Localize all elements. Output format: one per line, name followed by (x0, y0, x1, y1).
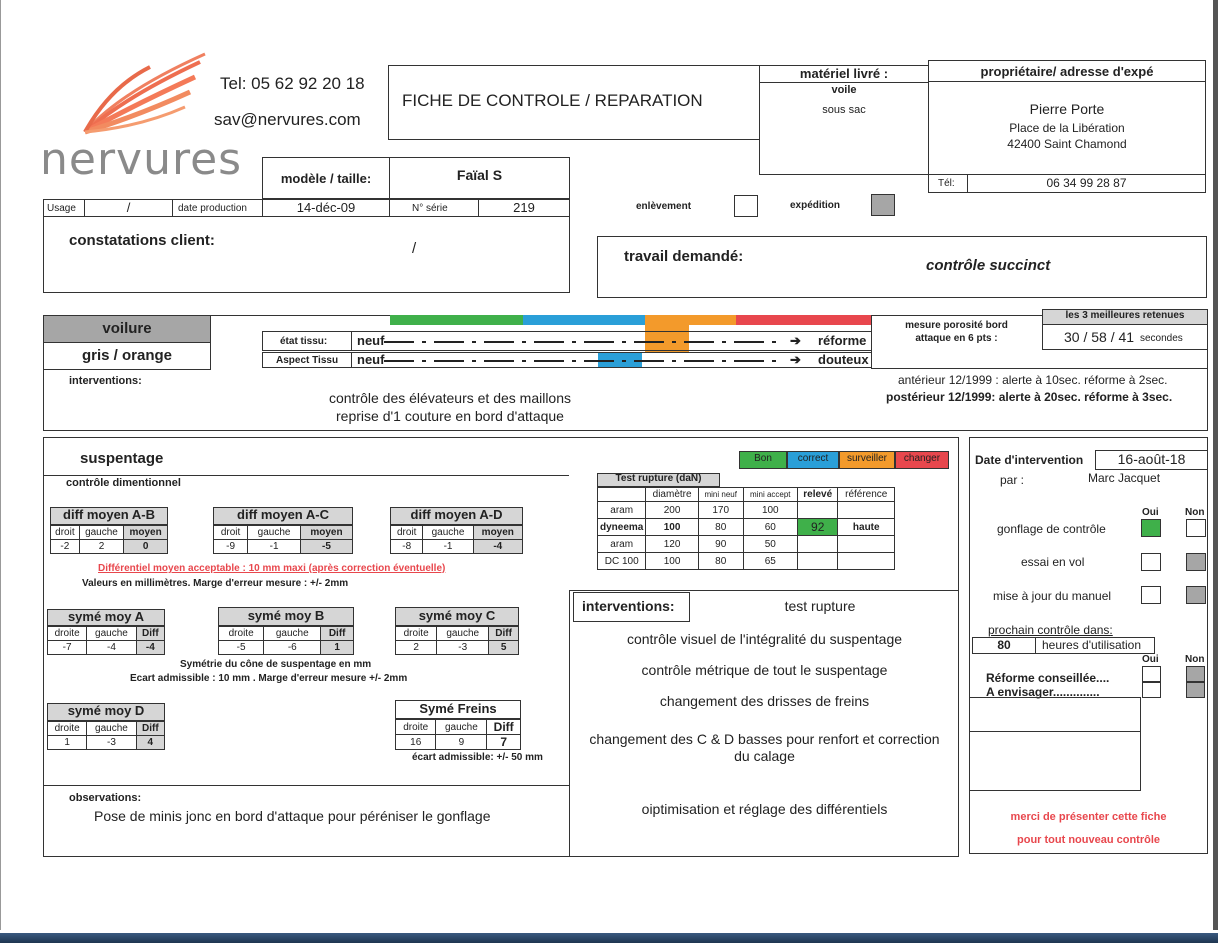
side-item-3-label: mise à jour du manuel (993, 589, 1112, 603)
prochain-label: prochain contrôle dans: (988, 623, 1113, 637)
syme-freins-h2: gauche (436, 720, 487, 735)
side-item-1-label: gonflage de contrôle (997, 522, 1106, 536)
client-value: / (412, 240, 417, 257)
freins-note: écart admissible: +/- 50 mm (412, 752, 543, 763)
date-prod-value: 14-déc-09 (296, 200, 356, 215)
rupture-r4-c5 (838, 553, 895, 570)
envisager-non-checkbox[interactable] (1186, 682, 1205, 698)
rupture-title: Test rupture (daN) (615, 473, 702, 484)
diff-ad-h1: droit (391, 526, 423, 540)
porosite-value: 30 / 58 / 41 (1064, 329, 1135, 345)
usage-label: Usage (47, 203, 76, 214)
merci-line-1: merci de présenter cette fiche (1010, 811, 1167, 823)
date-intervention-label: Date d'intervention (975, 453, 1084, 467)
suspentage-intervention-5: changement des C & D basses pour renfort et correction (589, 731, 940, 747)
syme-a-h2: gauche (87, 627, 136, 641)
owner-tel-label: Tél: (938, 178, 955, 189)
syme-c-v1: 2 (396, 641, 437, 655)
diff-ac-v3: -5 (300, 540, 352, 554)
voilure-interventions-2: reprise d'1 couture en bord d'attaque (336, 408, 564, 424)
rupture-r4-c1: 100 (646, 553, 698, 570)
rupture-r1-c1: 200 (646, 502, 698, 519)
page-right-edge (1213, 0, 1218, 930)
syme-b-h3: Diff (321, 627, 354, 641)
taskbar-strip (0, 933, 1218, 943)
syme-freins-table (395, 719, 521, 750)
client-box (43, 216, 570, 293)
syme-d-h2: gauche (87, 722, 136, 736)
essai-oui-checkbox[interactable] (1141, 553, 1161, 571)
rupture-r3-c5 (838, 536, 895, 553)
travail-box (597, 236, 1207, 298)
materiel-label: matériel livré : (799, 66, 889, 81)
materiel-divider (759, 82, 929, 83)
diff-ac-v2: -1 (248, 540, 301, 554)
observations-line (43, 785, 569, 786)
valeurs-note: Valeurs en millimètres. Marge d'erreur mesure : +/- 2mm (82, 578, 349, 589)
aspect-neuf: neuf (357, 352, 385, 367)
diff-ad-h3: moyen (473, 526, 522, 540)
diff-ab-h3: moyen (124, 526, 168, 540)
rupture-table (597, 487, 895, 570)
expedition-checkbox[interactable] (871, 194, 895, 216)
etat-dash-line (384, 341, 784, 343)
rupture-r1-c2: 170 (698, 502, 743, 519)
brand-name: nervures (40, 134, 243, 185)
suspentage-header-line (43, 475, 569, 476)
syme-d-h3: Diff (136, 722, 164, 736)
color-band-orange (645, 315, 736, 325)
legend-correct-label: correct (797, 453, 829, 464)
enlevement-checkbox[interactable] (734, 195, 758, 217)
meilleures-label: les 3 meilleures retenues (1065, 310, 1185, 321)
envisager-label: A envisager.............. (986, 685, 1100, 699)
serie-value: 219 (513, 200, 535, 215)
suspentage-intervention-3: contrôle métrique de tout le suspentage (641, 662, 888, 678)
syme-d-v3: 4 (136, 736, 164, 750)
voilure-label: voilure (102, 320, 152, 337)
prochain-value: 80 (997, 638, 1011, 652)
syme-b-h1: droite (219, 627, 264, 641)
porosite-label-1: mesure porosité bord (905, 320, 1008, 331)
suspentage-intervention-4: changement des drisses de freins (659, 693, 870, 709)
oui-header: Oui (1142, 507, 1159, 518)
rupture-r3-c4 (797, 536, 838, 553)
rupture-r3-c2: 90 (698, 536, 743, 553)
syme-freins-v2: 9 (436, 735, 487, 750)
reforme-notes-box-1 (969, 697, 1141, 732)
heures-label: heures d'utilisation (1042, 638, 1142, 652)
legend-surveiller-label: surveiller (846, 453, 887, 464)
diff-ab-v2: 2 (79, 540, 123, 554)
owner-divider (928, 81, 1206, 82)
color-band-green (390, 315, 523, 325)
materiel-line1: voile (831, 84, 857, 96)
rupture-r2-c2: 80 (698, 519, 743, 536)
syme-b-title: symé moy B (247, 608, 325, 623)
syme-freins-title: Symé Freins (419, 701, 497, 716)
color-band-red (736, 315, 872, 325)
modele-label: modèle / taille: (280, 171, 372, 186)
par-label: par : (1000, 473, 1025, 487)
syme-d-table (47, 721, 165, 750)
syme-d-h1: droite (48, 722, 87, 736)
legend-bon-label: Bon (754, 453, 772, 464)
oui-header-2: Oui (1142, 654, 1159, 665)
diff-ad-title: diff moyen A-D (410, 507, 503, 522)
syme-b-h2: gauche (264, 627, 321, 641)
syme-a-table (47, 626, 165, 655)
syme-d-v2: -3 (87, 736, 136, 750)
etat-reforme: réforme (818, 333, 867, 348)
rupture-r2-name: dyneema (598, 519, 646, 536)
diff-ab-title: diff moyen A-B (63, 507, 155, 522)
syme-c-h2: gauche (437, 627, 489, 641)
date-intervention-value: 16-août-18 (1117, 451, 1186, 467)
syme-freins-h1: droite (396, 720, 436, 735)
syme-note-1: Symétrie du cône de suspentage en mm (180, 659, 372, 670)
syme-d-v1: 1 (48, 736, 87, 750)
rupture-r2-c4: 92 (797, 519, 838, 536)
rupture-h-releve: relevé (797, 488, 838, 502)
suspentage-label: suspentage (80, 450, 164, 467)
manuel-oui-checkbox[interactable] (1141, 586, 1161, 604)
diff-ac-h1: droit (214, 526, 248, 540)
travail-value: contrôle succinct (926, 257, 1051, 274)
diff-ac-h3: moyen (300, 526, 352, 540)
reforme-label: Réforme conseillée.... (986, 671, 1110, 685)
gonflage-oui-checkbox[interactable] (1141, 519, 1161, 537)
rupture-corner (598, 488, 646, 502)
syme-a-title: symé moy A (67, 609, 145, 624)
owner-tel: 06 34 99 28 87 (1046, 176, 1127, 190)
rupture-h-diametre: diamètre (646, 488, 698, 502)
observations-value: Pose de minis jonc en bord d'attaque pour péréniser le gonflage (94, 808, 491, 824)
voilure-bottom-line (43, 430, 1208, 431)
envisager-oui-checkbox[interactable] (1142, 682, 1161, 698)
syme-a-v2: -4 (87, 641, 136, 655)
rupture-r4-c3: 65 (743, 553, 797, 570)
page-left-edge (0, 0, 1, 930)
enlevement-label: enlèvement (636, 201, 692, 212)
rupture-r4-name: DC 100 (598, 553, 646, 570)
modele-value: Faïal S (456, 167, 503, 183)
diff-ac-title: diff moyen A-C (237, 507, 329, 522)
suspentage-intervention-1: test rupture (784, 598, 856, 614)
syme-d-title: symé moy D (67, 703, 145, 718)
owner-name: Pierre Porte (1029, 101, 1105, 117)
aspect-douteux: douteux (818, 352, 869, 367)
syme-freins-v3: 7 (487, 735, 521, 750)
porosite-unit: secondes (1140, 333, 1183, 344)
aspect-arrow: ➔ (790, 352, 801, 367)
syme-c-title: symé moy C (418, 608, 496, 623)
essai-non-checkbox[interactable] (1186, 553, 1206, 571)
reforme-notes-box-2 (969, 731, 1141, 791)
reforme-oui-checkbox[interactable] (1142, 666, 1161, 682)
anterieur-note: antérieur 12/1999 : alerte à 10sec. réforme à 2sec. (898, 373, 1168, 387)
syme-freins-h3: Diff (487, 720, 521, 735)
porosite-label-2: attaque en 6 pts : (915, 333, 998, 344)
par-value: Marc Jacquet (1088, 471, 1161, 485)
syme-c-h1: droite (396, 627, 437, 641)
diff-ab-table (50, 525, 168, 554)
syme-a-v3: -4 (136, 641, 164, 655)
syme-c-v2: -3 (437, 641, 489, 655)
syme-freins-v1: 16 (396, 735, 436, 750)
rupture-h-mini-neuf: mini neuf (698, 488, 743, 502)
owner-address-2: 42400 Saint Chamond (1007, 137, 1127, 151)
diff-ab-v3: 0 (124, 540, 168, 554)
client-label: constatations client: (69, 232, 215, 249)
syme-note-2: Ecart admissible : 10 mm . Marge d'erreur mesure +/- 2mm (130, 673, 408, 684)
expedition-label: expédition (790, 200, 841, 211)
suspentage-interventions-label: interventions: (582, 598, 675, 614)
observations-label: observations: (69, 792, 142, 804)
rupture-r2-c5: haute (838, 519, 895, 536)
gonflage-non-checkbox[interactable] (1186, 519, 1206, 537)
rupture-r1-name: aram (598, 502, 646, 519)
rupture-r2-c3: 60 (743, 519, 797, 536)
interventions-top-line (569, 590, 959, 591)
rupture-h-reference: référence (838, 488, 895, 502)
rupture-r1-c3: 100 (743, 502, 797, 519)
non-header-2: Non (1185, 654, 1205, 665)
etat-arrow: ➔ (790, 333, 801, 348)
date-prod-label: date production (178, 203, 247, 214)
aspect-dash-line (384, 360, 784, 362)
syme-c-v3: 5 (489, 641, 519, 655)
syme-a-h3: Diff (136, 627, 164, 641)
suspentage-intervention-6: du calage (734, 748, 795, 764)
diff-ac-table (213, 525, 353, 554)
syme-b-v1: -5 (219, 641, 264, 655)
aspect-tissu-label: Aspect Tissu (276, 355, 339, 366)
reforme-non-checkbox[interactable] (1186, 666, 1205, 682)
diff-note: Différentiel moyen acceptable : 10 mm maxi (après correction éventuelle) (98, 563, 446, 574)
syme-c-table (395, 626, 519, 655)
rupture-r2-c1: 100 (646, 519, 698, 536)
diff-ad-h2: gauche (423, 526, 473, 540)
diff-ac-v1: -9 (214, 540, 248, 554)
owner-label: propriétaire/ adresse d'expé (980, 64, 1154, 79)
rupture-h-mini-accept: mini accept (743, 488, 797, 502)
nervures-logo-icon (80, 52, 215, 137)
syme-b-v3: 1 (321, 641, 354, 655)
usage-value: / (126, 200, 131, 215)
side-item-2-label: essai en vol (1021, 555, 1085, 569)
rupture-r1-c4 (797, 502, 838, 519)
diff-ad-v2: -1 (423, 540, 473, 554)
posterieur-note: postérieur 12/1999: alerte à 20sec. réforme à 3sec. (886, 390, 1173, 404)
syme-a-v1: -7 (48, 641, 87, 655)
diff-ad-table (390, 525, 523, 554)
diff-ad-v3: -4 (473, 540, 522, 554)
rupture-r3-c1: 120 (646, 536, 698, 553)
diff-ab-v1: -2 (51, 540, 80, 554)
diff-ab-h1: droit (51, 526, 80, 540)
legend-changer-label: changer (903, 453, 941, 464)
non-header: Non (1185, 507, 1205, 518)
controle-dim-label: contrôle dimentionnel (66, 477, 181, 489)
rupture-r4-c4 (797, 553, 838, 570)
travail-label: travail demandé: (624, 248, 744, 265)
rupture-r3-c3: 50 (743, 536, 797, 553)
contact-email: sav@nervures.com (214, 110, 361, 129)
serie-label: N° série (412, 203, 448, 214)
suspentage-intervention-7: oiptimisation et réglage des différentiels (641, 801, 888, 817)
syme-b-v2: -6 (264, 641, 321, 655)
merci-line-2: pour tout nouveau contrôle (1017, 834, 1160, 846)
materiel-line2: sous sac (822, 104, 866, 116)
diff-ad-v1: -8 (391, 540, 423, 554)
rupture-r4-c2: 80 (698, 553, 743, 570)
suspentage-intervention-2: contrôle visuel de l'intégralité du suspentage (626, 631, 903, 647)
owner-address-1: Place de la Libération (1009, 121, 1125, 135)
voilure-interventions-1: contrôle des élévateurs et des maillons (328, 390, 572, 406)
syme-a-h1: droite (48, 627, 87, 641)
manuel-non-checkbox[interactable] (1186, 586, 1206, 604)
etat-tissu-label: état tissu: (280, 336, 328, 347)
rupture-r1-c5 (838, 502, 895, 519)
syme-c-h3: Diff (489, 627, 519, 641)
diff-ac-h2: gauche (248, 526, 301, 540)
contact-tel: Tel: 05 62 92 20 18 (220, 74, 365, 93)
form-title: FICHE DE CONTROLE / REPARATION (402, 91, 703, 110)
voilure-color: gris / orange (81, 347, 173, 364)
diff-ab-h2: gauche (79, 526, 123, 540)
color-band-blue (523, 315, 645, 325)
voilure-interventions-label: interventions: (69, 375, 142, 387)
etat-neuf: neuf (357, 333, 385, 348)
rupture-r3-name: aram (598, 536, 646, 553)
syme-b-table (218, 626, 354, 655)
